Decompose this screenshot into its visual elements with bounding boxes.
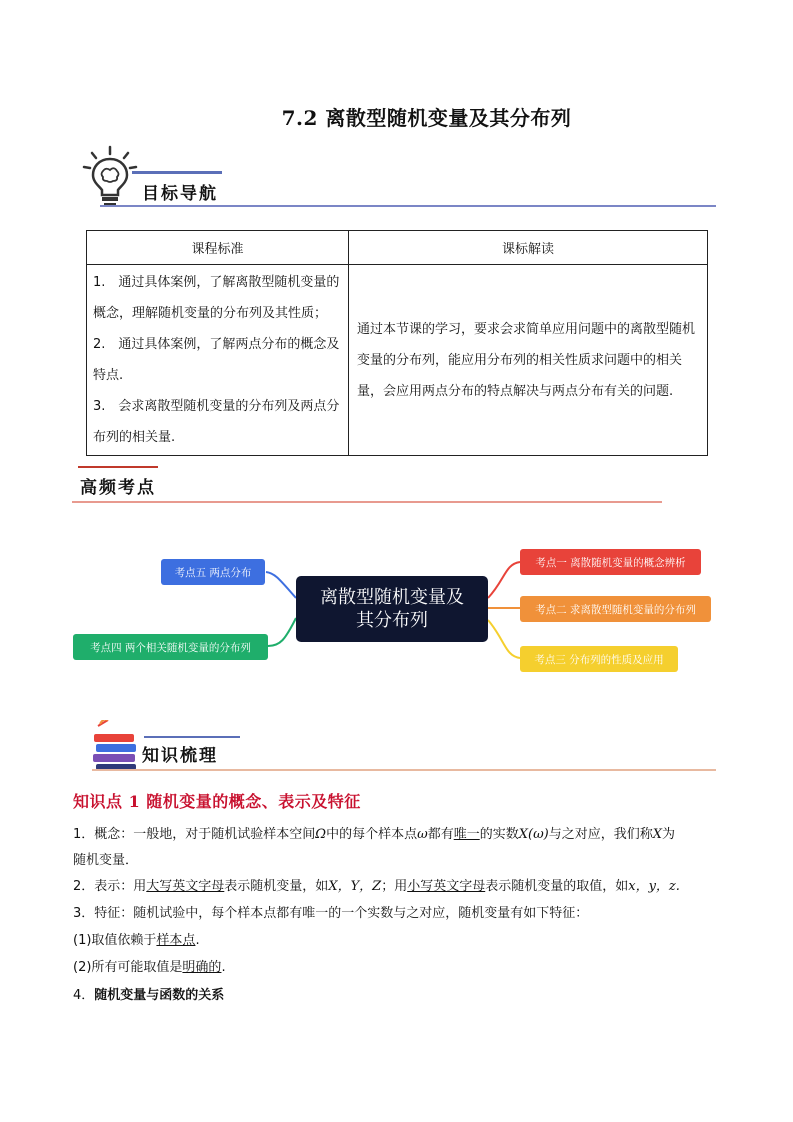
text-span: (2)所有可能取值是 bbox=[73, 960, 183, 975]
math-symbol: X，Y，Z bbox=[328, 879, 382, 894]
math-symbol: X bbox=[652, 827, 663, 842]
text-span: 中的每个样本点 bbox=[326, 827, 418, 842]
text-span: 与之对应，我们称 bbox=[548, 827, 653, 842]
underlined-term: 唯一 bbox=[453, 827, 480, 842]
mind-map-node-3: 考点三 分布列的性质及应用 bbox=[520, 646, 678, 672]
math-symbol: Ω bbox=[315, 827, 327, 842]
underlined-term: 明确的 bbox=[182, 960, 222, 975]
underlined-term: 样本点 bbox=[156, 933, 196, 948]
knowledge-point-1-heading: 知识点 1 随机变量的概念、表示及特征 bbox=[73, 792, 361, 811]
paragraph-concept bbox=[73, 822, 725, 874]
text-span: ；用 bbox=[381, 879, 408, 894]
mind-map-node-5: 考点五 两点分布 bbox=[161, 559, 265, 585]
table-header-row bbox=[87, 231, 708, 265]
math-symbol: X bbox=[518, 827, 528, 842]
books-icon bbox=[92, 720, 140, 772]
mind-map-node-1: 考点一 离散随机变量的概念辨析 bbox=[520, 549, 701, 575]
goal-nav-section-header bbox=[80, 145, 720, 215]
text-span: 表示随机变量，如 bbox=[224, 879, 329, 894]
paragraph-function-relation bbox=[73, 983, 725, 1009]
table-header-interpretation: 课标解读 bbox=[349, 231, 708, 265]
standards-cell bbox=[87, 265, 349, 456]
underlined-term: 大写英文字母 bbox=[146, 879, 225, 894]
standard-item-2: 2. 通过具体案例，了解两点分布的概念及特点. bbox=[93, 337, 340, 383]
paragraph-feature-1 bbox=[73, 928, 725, 954]
mind-map-center-node bbox=[296, 576, 488, 642]
paragraph-feature-2 bbox=[73, 955, 725, 981]
paragraph-features: 3．特征：随机试验中，每个样本点都有唯一的一个实数与之对应，随机变量有如下特征： bbox=[73, 906, 589, 921]
course-standards-table bbox=[86, 230, 708, 456]
text-span: 都有 bbox=[427, 827, 454, 842]
mind-map-center-line-2: 其分布列 bbox=[356, 610, 428, 631]
text-span: 2．表示：用 bbox=[73, 879, 147, 894]
mind-map-node-2: 考点二 求离散型随机变量的分布列 bbox=[520, 596, 711, 622]
knowledge-label: 知识梳理 bbox=[142, 746, 218, 766]
interpretation-cell: 通过本节课的学习，要求会求简单应用问题中的离散型随机变量的分布列，能应用分布列的相关性质求问题中的相关量，会应用两点分布的特点解决与两点分布有关的问题. bbox=[349, 265, 708, 456]
goal-nav-label: 目标导航 bbox=[142, 184, 218, 204]
text-span: 为 bbox=[662, 827, 676, 842]
text-span: 4． bbox=[73, 988, 95, 1003]
standard-item-3: 3. 会求离散型随机变量的分布列及两点分布列的相关量. bbox=[93, 399, 340, 445]
paragraph-notation bbox=[73, 874, 725, 900]
lightbulb-icon bbox=[80, 145, 140, 209]
bold-term: 随机变量与函数的关系 bbox=[94, 988, 225, 1003]
high-freq-label: 高频考点 bbox=[80, 478, 156, 498]
text-span: 随机变量． bbox=[73, 853, 139, 868]
mind-map bbox=[0, 540, 793, 680]
math-symbol: x，y，z. bbox=[628, 879, 680, 894]
math-symbol: ω bbox=[417, 827, 428, 842]
page-title: 7.2 离散型随机变量及其分布列 bbox=[281, 106, 572, 130]
knowledge-section-header bbox=[90, 720, 720, 776]
mind-map-center-line-1: 离散型随机变量及 bbox=[320, 587, 464, 608]
math-symbol: (ω) bbox=[528, 827, 549, 842]
table-row bbox=[87, 265, 708, 456]
text-span: . bbox=[195, 933, 200, 948]
text-span: (1)取值依赖于 bbox=[73, 933, 157, 948]
text-span: 表示随机变量的取值，如 bbox=[485, 879, 629, 894]
mind-map-node-4: 考点四 两个相关随机变量的分布列 bbox=[73, 634, 268, 660]
table-header-standard: 课程标准 bbox=[87, 231, 349, 265]
underlined-term: 小写英文字母 bbox=[407, 879, 486, 894]
text-span: . bbox=[221, 960, 226, 975]
high-freq-section-header bbox=[72, 464, 672, 504]
text-span: 1．概念：一般地，对于随机试验样本空间 bbox=[73, 827, 316, 842]
standard-item-1: 1. 通过具体案例，了解离散型随机变量的概念，理解随机变量的分布列及其性质； bbox=[93, 275, 340, 321]
text-span: 的实数 bbox=[479, 827, 519, 842]
